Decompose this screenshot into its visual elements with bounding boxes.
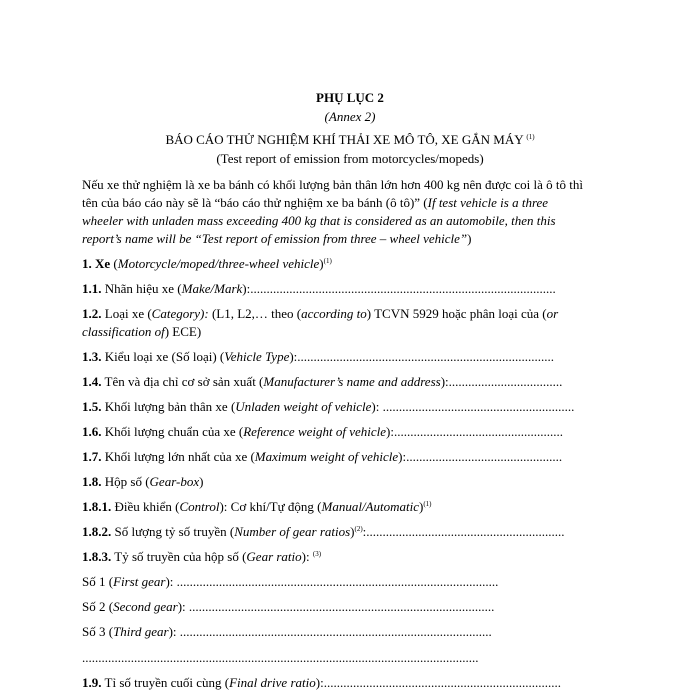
gear-fill: ): ................................................................................................... xyxy=(165,574,499,589)
item-en: Gear-box xyxy=(149,474,200,489)
item-number: 1.2. xyxy=(82,306,102,321)
item-number: 1.9. xyxy=(82,675,102,690)
item-vn: Điều khiển ( xyxy=(114,499,180,514)
item-fill: :............................................................. xyxy=(362,524,565,539)
item-1-9 xyxy=(82,675,561,691)
report-title-text: BÁO CÁO THỬ NGHIỆM KHÍ THẢI XE MÔ TÔ, XE GẮN MÁY xyxy=(165,132,524,147)
item-1-1 xyxy=(82,281,556,297)
item-en: classification of xyxy=(82,324,165,339)
intro-line-2-vn: tên của báo cáo này sẽ là “báo cáo thử nghiệm xe ba bánh (ô tô)” ( xyxy=(82,195,428,210)
item-en: Reference weight of vehicle xyxy=(243,424,387,439)
item-en: Final drive ratio xyxy=(229,675,316,690)
item-mid: ): Cơ khí/Tự động ( xyxy=(219,499,322,514)
item-number: 1.8.3. xyxy=(82,549,112,564)
item-en: Unladen weight of vehicle xyxy=(235,399,372,414)
item-vn: Tỉ số truyền cuối cùng ( xyxy=(104,675,230,690)
item-vn: Số lượng tỷ số truyền ( xyxy=(114,524,235,539)
item-1-2 xyxy=(82,306,558,322)
item-vn: Khối lượng lớn nhất của xe ( xyxy=(104,449,255,464)
item-number: 1.8.2. xyxy=(82,524,112,539)
intro-line-2 xyxy=(82,195,548,211)
item-en: Make/Mark xyxy=(181,281,243,296)
item-vn: Nhãn hiệu xe ( xyxy=(104,281,182,296)
appendix-title: PHỤ LỤC 2 xyxy=(316,90,384,105)
footnote-ref: (1) xyxy=(323,257,332,265)
item-number: 1.4. xyxy=(82,374,102,389)
gear-fill: ): .............................................................................................. xyxy=(177,599,495,614)
intro-line-4-en: report’s name will be “Test report of emission from three – wheel vehicle” xyxy=(82,231,468,246)
footnote-ref: (3) xyxy=(312,550,322,558)
gear-vn: Số 1 ( xyxy=(82,574,114,589)
item-number: 1.1. xyxy=(82,281,102,296)
item-en-2: according to xyxy=(301,306,367,321)
item-number: 1.5. xyxy=(82,399,102,414)
item-1-8-2 xyxy=(82,524,565,540)
item-1-5 xyxy=(82,399,574,415)
item-en-3: or xyxy=(546,306,559,321)
item-fill: ):......................................................................... xyxy=(315,675,561,690)
gear-en: Third gear xyxy=(113,624,169,639)
item-tail: ): xyxy=(301,549,310,564)
report-title-english: (Test report of emission from motorcycles/mopeds) xyxy=(216,151,484,166)
item-fill: ):.................................................... xyxy=(386,424,563,439)
item-en: Control xyxy=(179,499,220,514)
item-1: 1. Xe (Motorcycle/moped/three-wheel vehicle)$^{(1)}$ xyxy=(82,256,332,271)
gear-en: First gear xyxy=(113,574,166,589)
gear-3-line xyxy=(82,624,492,640)
item-number: 1.8. xyxy=(82,474,102,489)
gear-fill: ): ................................................................................................ xyxy=(168,624,492,639)
item-mid: (L1, L2,… theo ( xyxy=(208,306,302,321)
blank-dotted-line: .......................................................................................................................... xyxy=(82,650,479,665)
intro-line-1: Nếu xe thử nghiệm là xe ba bánh có khối lượng bản thân lớn hơn 400 kg nên được coi là ô tô thì xyxy=(82,177,584,192)
item-en: Vehicle Type xyxy=(224,349,290,364)
item-en-2: Manual/Automatic xyxy=(321,499,419,514)
item-fill: ):................................................ xyxy=(398,449,563,464)
item-vn: Khối lượng bản thân xe ( xyxy=(104,399,236,414)
item-1-8-1 xyxy=(82,499,432,515)
item-1-label: 1. Xe xyxy=(82,256,111,271)
footnote-ref: (1) xyxy=(423,500,432,508)
item-1-en: Motorcycle/moped/three-wheel vehicle xyxy=(117,256,320,271)
report-title xyxy=(0,132,700,148)
item-vn: Tỷ số truyền của hộp số ( xyxy=(114,549,247,564)
footnote-ref: (2) xyxy=(354,525,363,533)
item-1-8-3 xyxy=(82,549,321,565)
item-tail: ) xyxy=(199,474,204,489)
annex-subtitle: (Annex 2) xyxy=(324,109,376,124)
intro-line-3: wheeler with unladen mass exceeding 400 kg that is considered as an automobile, then this xyxy=(82,213,556,228)
item-tail: ) xyxy=(419,499,424,514)
item-en: Manufacturer’s name and address xyxy=(263,374,441,389)
item-vn: Kiểu loại xe (Số loại) ( xyxy=(104,349,225,364)
item-1-8 xyxy=(82,474,203,490)
item-tail: ) TCVN 5929 hoặc phân loại của ( xyxy=(366,306,547,321)
intro-line-4 xyxy=(82,231,472,247)
item-vn: Tên và địa chỉ cơ sở sản xuất ( xyxy=(104,374,264,389)
item-vn: Loại xe ( xyxy=(104,306,152,321)
item-fill: ): ........................................................... xyxy=(371,399,575,414)
item-vn: Hộp số ( xyxy=(104,474,150,489)
item-fill: ):............................................................................... xyxy=(289,349,555,364)
intro-line-4-close: ) xyxy=(467,231,472,246)
item-1-4 xyxy=(82,374,562,390)
item-en: Maximum weight of vehicle xyxy=(254,449,399,464)
gear-vn: Số 3 ( xyxy=(82,624,114,639)
item-number: 1.8.1. xyxy=(82,499,112,514)
item-mid: ) xyxy=(350,524,355,539)
item-1-7 xyxy=(82,449,562,465)
footnote-ref: (1) xyxy=(526,133,535,141)
gear-1-line xyxy=(82,574,498,590)
item-1-6 xyxy=(82,424,563,440)
item-number: 1.3. xyxy=(82,349,102,364)
intro-line-2-en: If test vehicle is a three xyxy=(427,195,549,210)
item-en: Number of gear ratios xyxy=(234,524,351,539)
item-1-2-continued xyxy=(82,324,201,340)
item-fill: ):................................... xyxy=(440,374,563,389)
gear-vn: Số 2 ( xyxy=(82,599,114,614)
item-number: 1.6. xyxy=(82,424,102,439)
item-vn: Khối lượng chuẩn của xe ( xyxy=(104,424,244,439)
gear-2-line xyxy=(82,599,494,615)
item-fill: ):.............................................................................................. xyxy=(242,281,556,296)
item-number: 1.7. xyxy=(82,449,102,464)
item-tail: ) ECE) xyxy=(164,324,202,339)
item-en: Gear ratio xyxy=(246,549,302,564)
item-en: Category): xyxy=(151,306,209,321)
gear-en: Second gear xyxy=(113,599,178,614)
item-1-3 xyxy=(82,349,554,365)
